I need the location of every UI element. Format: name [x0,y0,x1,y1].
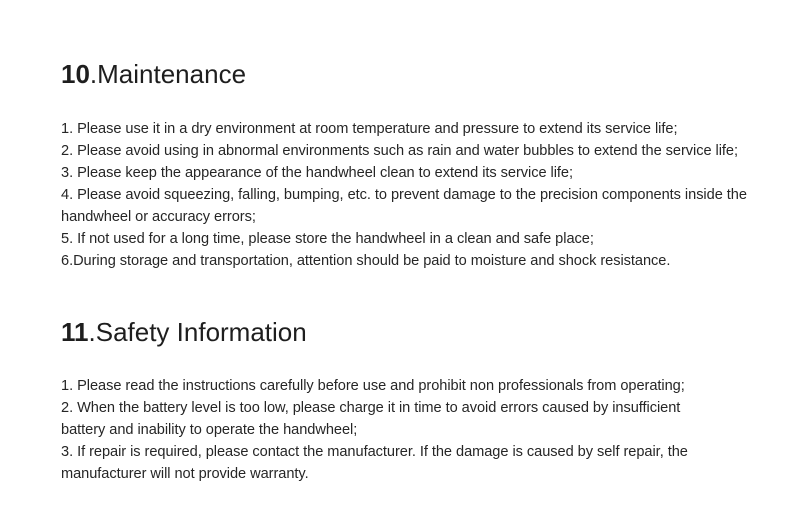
safety-heading [61,316,781,348]
maintenance-item-6: 6.During storage and transportation, attention should be paid to moisture and shock resistance. [61,253,671,269]
safety-item-3: 3. If repair is required, please contact the manufacturer. If the damage is caused by self repair, the manufacturer will not provide warranty. [61,444,688,482]
safety-heading-title: .Safety Information [88,317,307,347]
safety-list [61,375,781,485]
safety-section [61,316,781,485]
maintenance-list [61,118,781,272]
maintenance-section [61,58,781,272]
maintenance-item-1: 1. Please use it in a dry environment at room temperature and pressure to extend its service life; [61,121,678,137]
maintenance-item-3: 3. Please keep the appearance of the handwheel clean to extend its service life; [61,165,573,181]
maintenance-heading-number: 10 [61,59,90,89]
maintenance-item-2: 2. Please avoid using in abnormal environments such as rain and water bubbles to extend the service life; [61,143,738,159]
maintenance-heading [61,58,781,90]
safety-item-1: 1. Please read the instructions carefully before use and prohibit non professionals from operating; [61,378,685,394]
maintenance-item-4: 4. Please avoid squeezing, falling, bumping, etc. to prevent damage to the precision components inside the handwheel or accuracy errors; [61,187,747,225]
maintenance-heading-title: .Maintenance [89,59,247,89]
maintenance-item-5: 5. If not used for a long time, please store the handwheel in a clean and safe place; [61,231,594,247]
safety-item-2: 2. When the battery level is too low, please charge it in time to avoid errors caused by insufficient battery and inability to operate the handwheel; [61,400,681,438]
safety-heading-number: 11 [61,317,89,347]
